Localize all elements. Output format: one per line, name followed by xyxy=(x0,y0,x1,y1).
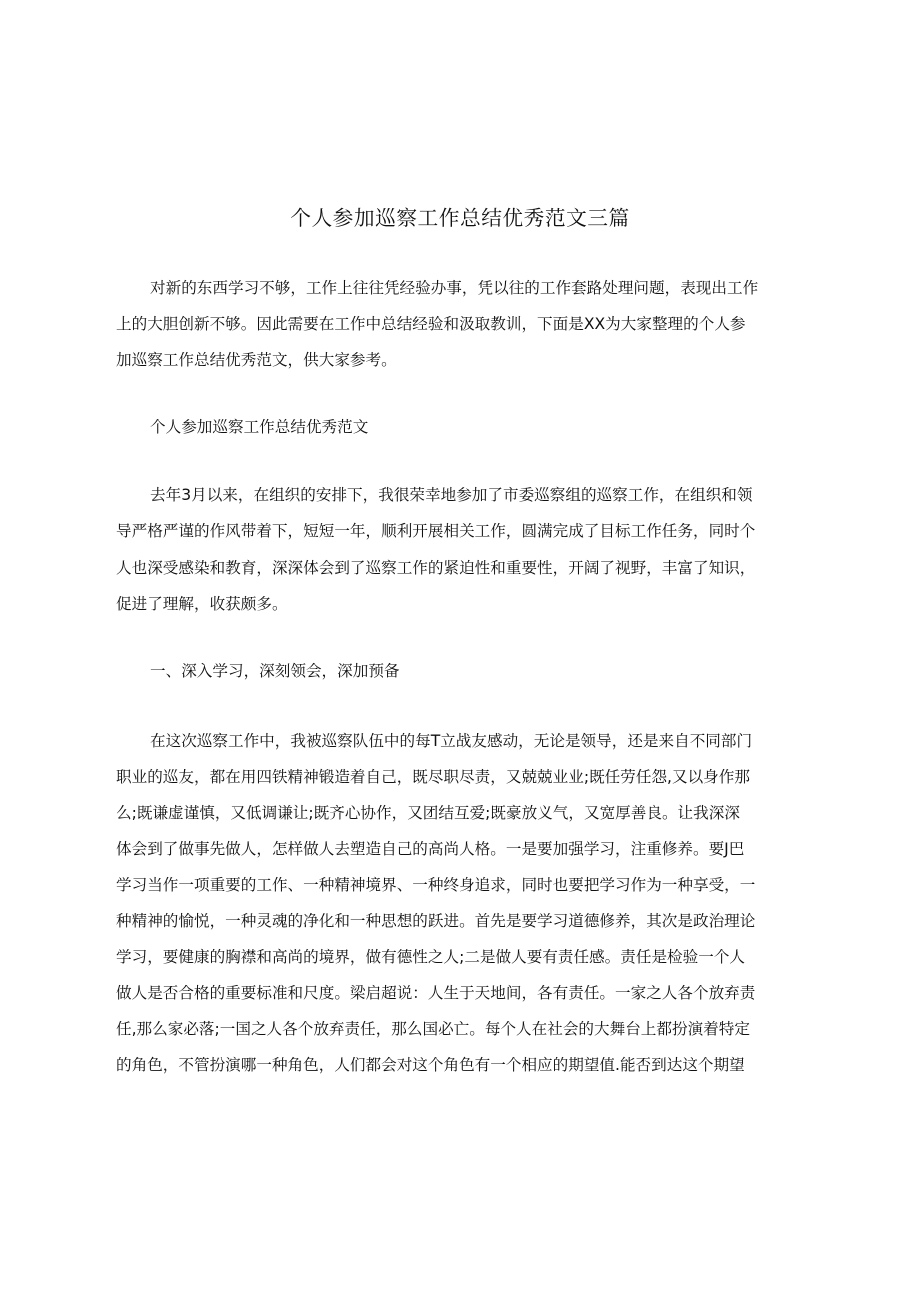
paragraph-line: 去年3月以来，在组织的安排下，我很荣幸地参加了市委巡察组的巡察工作，在组织和领 xyxy=(150,486,753,504)
intro-line: 加巡察工作总结优秀范文，供大家参考。 xyxy=(116,351,397,369)
paragraph-line: 学习当作一项重要的工作、一种精神境界、一种终身追求，同时也要把学习作为一种享受，一 xyxy=(116,876,756,894)
intro-line: 上的大胆创新不够。因此需要在工作中总结经验和汲取教训，下面是XX为大家整理的个人参 xyxy=(116,315,746,333)
document-title: 个人参加巡察工作总结优秀范文三篇 xyxy=(290,206,630,230)
paragraph-line: 任,那么家必落;一国之人各个放弃责任，那么国必亡。每个人在社会的大舞台上都扮演着特定 xyxy=(116,1020,750,1038)
paragraph-line: 种精神的愉悦，一种灵魂的净化和一种思想的跃进。首先是要学习道德修养，其次是政治理论 xyxy=(116,912,756,930)
paragraph-line: 人也深受感染和教育，深深体会到了巡察工作的紧迫性和重要性，开阔了视野，丰富了知识， xyxy=(116,559,756,577)
paragraph-line: 职业的巡友，都在用四铁精神锻造着自己，既尽职尽责，又兢兢业业;既任劳任怨,又以身作那 xyxy=(116,768,750,786)
paragraph-line: 导严格严谨的作风带着下，短短一年，顺利开展相关工作，圆满完成了目标工作任务，同时个 xyxy=(116,522,756,540)
paragraph-line: 的角色，不管扮演哪一种角色，人们都会对这个角色有一个相应的期望值.能否到达这个期望 xyxy=(116,1056,745,1074)
section-heading: 一、深入学习，深刻领会，深加预备 xyxy=(150,662,400,680)
paragraph-line: 促进了理解，收获颇多。 xyxy=(116,595,288,613)
paragraph-line: 在这次巡察工作中，我被巡察队伍中的每T立战友感动，无论是领导，还是来自不同部门 xyxy=(150,732,753,750)
paragraph-line: 么;既谦虚谨慎，又低调谦让;既齐心协作，又团结互爱;既豪放义气，又宽厚善良。让我深深 xyxy=(116,804,740,822)
paragraph-line: 做人是否合格的重要标准和尺度。梁启超说：人生于天地间，各有责任。一家之人各个放弃责 xyxy=(116,984,756,1002)
paragraph-line: 学习，要健康的胸襟和高尚的境界，做有德性之人;二是做人要有责任感。责任是检验一个人 xyxy=(116,948,746,966)
section-subtitle: 个人参加巡察工作总结优秀范文 xyxy=(150,418,369,436)
paragraph-line: 体会到了做事先做人，怎样做人去塑造自己的高尚人格。一是要加强学习，注重修养。要J巴 xyxy=(116,840,745,858)
intro-line: 对新的东西学习不够，工作上往往凭经验办事，凭以往的工作套路处理问题，表现出工作 xyxy=(150,279,759,297)
